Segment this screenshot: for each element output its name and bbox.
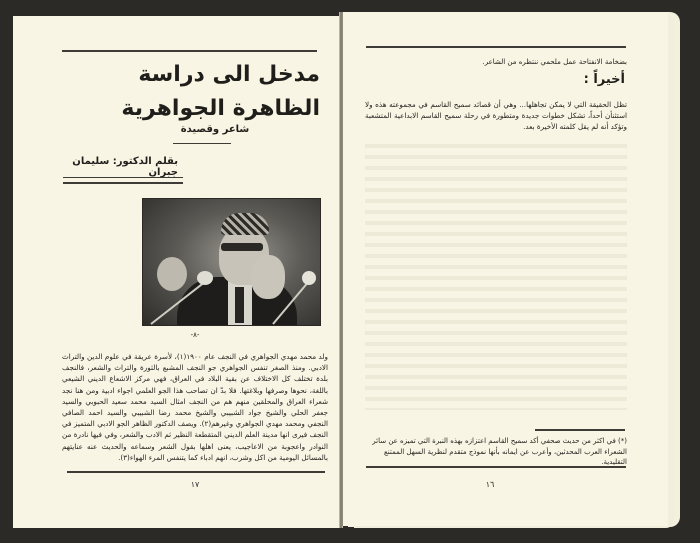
left-body-text: ولد محمد مهدي الجواهري في النجف عام ١٩٠٠(١)، لأسرة عريقة في علوم الدين والتراث الادبي. ومنذ الصغر تنفس الجواهري جو النجف المشبع بالثورة والتراث والشعر، فالنجف بلدة تختلف كل الاختلاف عن بقية البلاد في العراق، فهي مركز الاشعاع الديني الشيعي باللغة، نحوها وصرفها وبلاغتها. فلا بدّ ان تصاحب هذا الجو العلمي اجواء ادبية ومن هنا نجد شعراء العراق والمحلقين منهم هم من النجف امثال السيد محمد سعيد الحبوبي والسيد جعفر الحلي والشيخ جواد الشبيبي والشيخ محمد رضا الشبيبي والسيد احمد الصافي النجفي ومحمد مهدي الجواهري وغيرهم(٢). ويصف الدكتور الظاهر الجو الادبي المتميز في النجف فيرى انها مدينة العلم الديني المتقطعة النظير ثم الادب والشعر، وفي فيها نادرة من النوادر واعجوبة من الاعاجيب، يعنى اهلها بقول الشعر وسماعه والحديث عنه عنايتهم بالمسائل اليومية من اكل وشرب، انهم ادباء كما يتنفس المرء الهواء(٣). (62, 352, 329, 462)
microphone-icon (302, 271, 316, 285)
photo-hand-shape (157, 257, 187, 291)
title-top-rule (62, 50, 317, 52)
right-header-rule (366, 46, 626, 48)
footnote: (*) في اكثر من حديث صحفي أكد سميح القاسم اعتزازه بهذه النبرة التي تميزه عن سائر الشعراء العرب المحدثين، وأعرب عن ايمانه بأنها نموذج متقدم لنظرية السهل الممتنع التقليدية. (372, 437, 627, 466)
photo-tie-shape (235, 287, 244, 323)
article-title: مدخل الى دراسة الظاهرة الجواهرية (121, 62, 320, 121)
photo-caption: -٨- (190, 331, 200, 339)
byline-double-rule (63, 177, 183, 184)
bleed-through-text (365, 140, 627, 410)
right-page-number: ١٦ (485, 480, 495, 489)
right-footer-rule (366, 466, 626, 468)
footnote-separator-rule (535, 429, 625, 431)
microphone-icon (197, 271, 213, 285)
right-body-text: تظل الحقيقة التي لا يمكن تجاهلها... وهي أن قصائد سميح القاسم في مجموعته هذه ولا استثنأن أحداً، تشكل خطوات جديدة ومتطورة في رحلة سميح القاسم الابداعية المتشعبة وتؤكد أنه لم يقل كلمته الأخيرة بعد. (365, 100, 627, 132)
left-footer-rule (67, 471, 325, 473)
section-heading: أخيراً : (583, 72, 625, 87)
author-byline: بقلم الدكتور: سليمان جبران (72, 156, 178, 178)
right-intro-line: بضخامة الانفتاحة عمل ملحمي ننتظره من الشاعر. (482, 58, 627, 66)
subtitle-underline (173, 143, 231, 144)
left-page-number: ١٧ (190, 480, 200, 489)
article-subtitle: شاعر وقصيدة (180, 124, 250, 135)
author-photo (142, 198, 321, 326)
photo-glasses-shape (221, 243, 263, 251)
photo-hand-shape (251, 255, 285, 299)
photo-cap-shape (221, 213, 269, 235)
